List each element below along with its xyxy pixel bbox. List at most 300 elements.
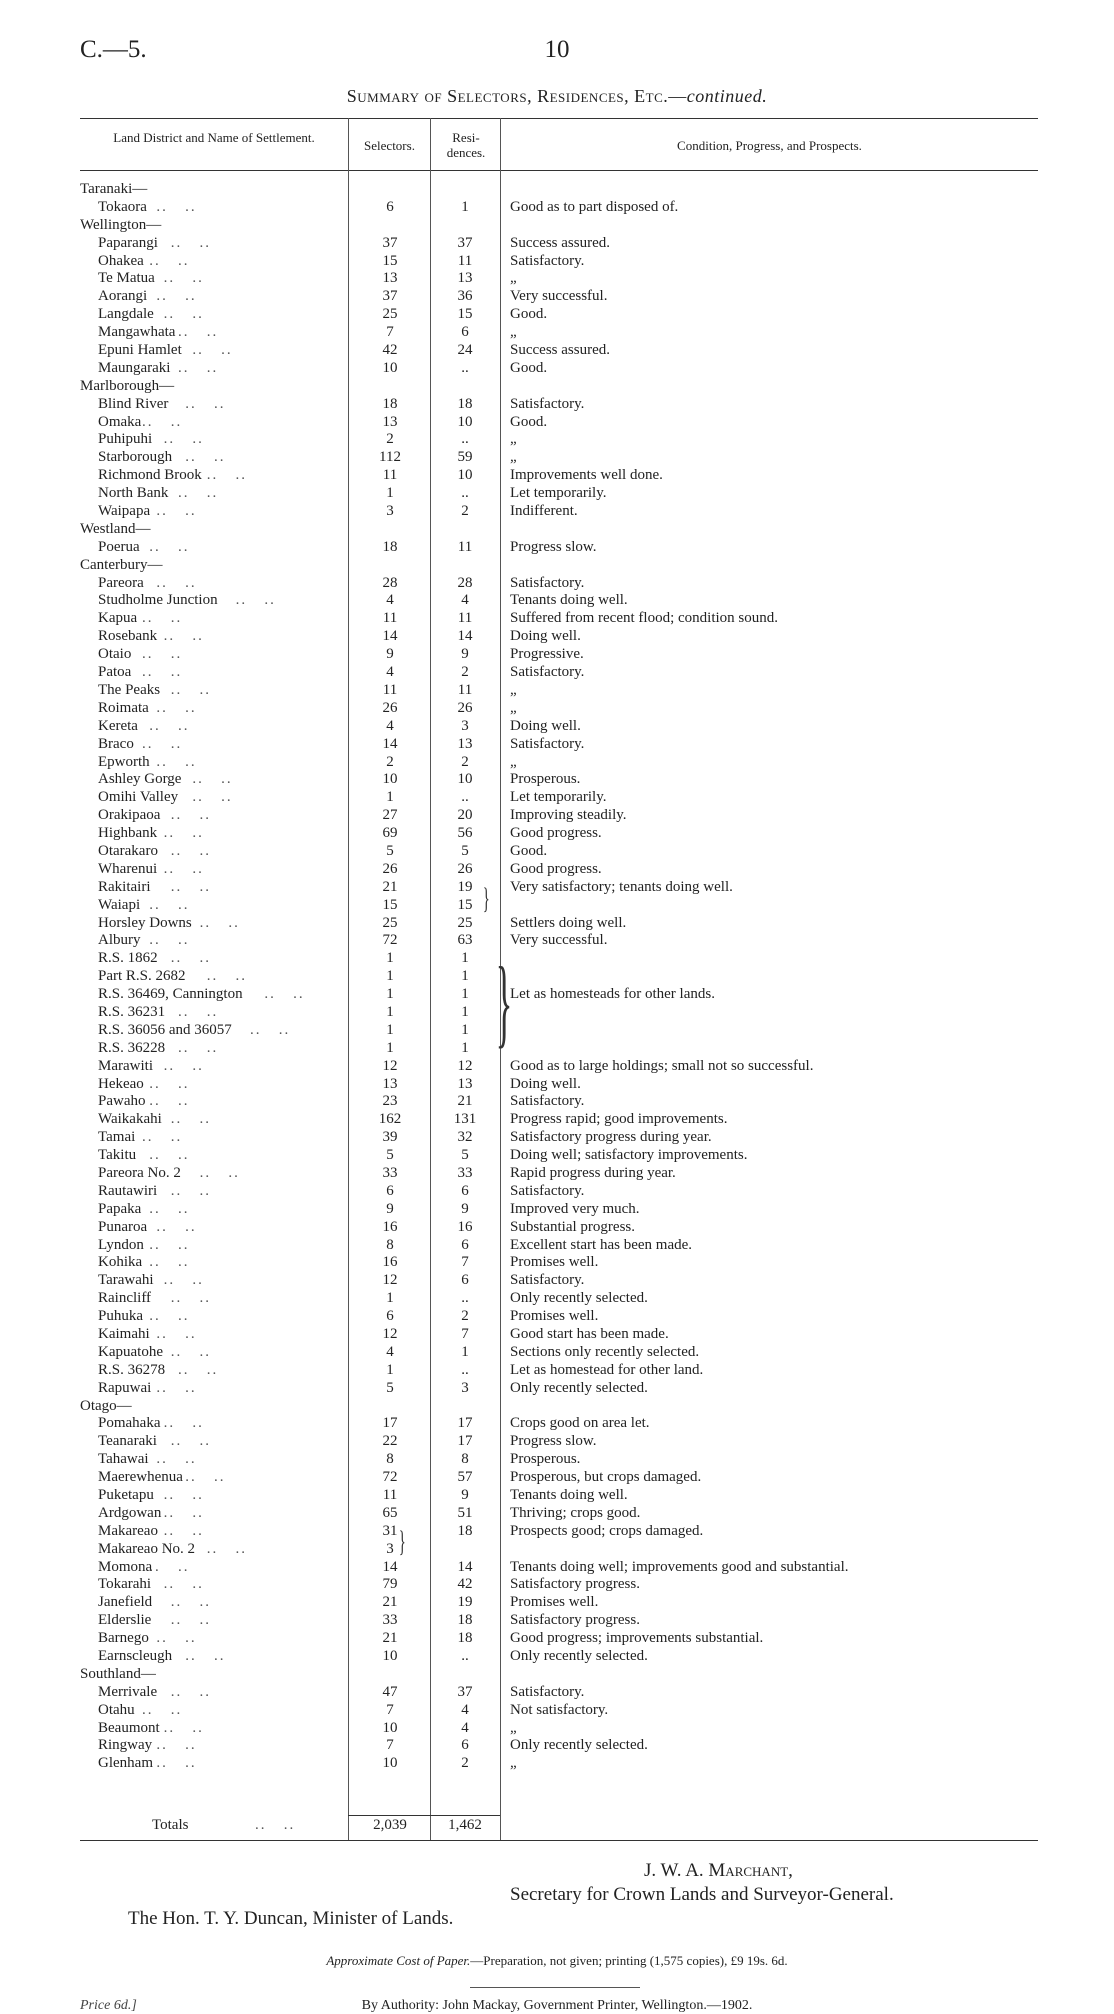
residences-cell: 1 [461, 198, 469, 215]
condition-cell: Tenants doing well. [510, 592, 628, 609]
leader-dots: .. .. [149, 538, 190, 555]
selectors-cell: 21 [382, 1594, 398, 1611]
leader-dots: .. .. [170, 681, 212, 698]
settlement-name: Earnscleugh [98, 1648, 173, 1665]
condition-cell: Progress slow. [510, 1433, 597, 1450]
table-row [0, 253, 1114, 271]
residences-cell: 11 [457, 681, 473, 698]
condition-cell: Good start has been made. [510, 1326, 669, 1342]
residences-cell: .. [461, 789, 469, 806]
district-row [0, 181, 1114, 199]
col-header-condition: Condition, Progress, and Prospects. [677, 138, 862, 153]
settlement-name: Tamai [98, 1129, 136, 1146]
leader-dots: .. .. [163, 1272, 204, 1289]
condition-cell: Prosperous. [510, 1451, 581, 1468]
table-row [0, 1415, 1114, 1433]
residences-cell: 7 [461, 1326, 469, 1342]
leader-dots: .. .. [149, 1200, 190, 1217]
leader-dots: .. .. [156, 198, 197, 215]
residences-cell: 24 [457, 342, 473, 359]
settlement-name: Studholme Junction [98, 592, 218, 609]
residences-cell: 18 [457, 395, 473, 412]
condition-cell: „ [510, 1719, 517, 1736]
settlement-name: R.S. 36231 [98, 1003, 166, 1020]
settlement-name: Poerua [98, 538, 140, 555]
selectors-cell: 10 [382, 1648, 398, 1665]
selectors-cell: 13 [382, 270, 398, 287]
residences-cell: 36 [457, 288, 473, 305]
table-row [0, 915, 1114, 933]
table-row [0, 503, 1114, 521]
selectors-cell: 21 [382, 878, 398, 895]
residences-cell: 6 [461, 1236, 469, 1253]
table-row [0, 1165, 1114, 1183]
residences-cell: 1 [461, 1039, 469, 1056]
condition-cell: Satisfactory. [510, 1093, 585, 1110]
selectors-cell: 47 [382, 1683, 398, 1700]
residences-cell: 19 [457, 1594, 473, 1611]
leader-dots: .. .. [149, 1254, 190, 1271]
selectors-cell: 10 [382, 771, 398, 788]
district-name: Taranaki— [80, 181, 148, 197]
price: Price 6d.] [80, 1998, 137, 2013]
condition-cell: Success assured. [510, 234, 610, 251]
table-bottom-rule [80, 1840, 1038, 1841]
condition-cell: Satisfactory progress during year. [510, 1129, 712, 1146]
settlement-name: Aorangi [98, 288, 148, 305]
residences-cell: 17 [457, 1433, 473, 1450]
residences-cell: 4 [461, 1701, 469, 1718]
leader-dots: .. .. [156, 1379, 197, 1396]
settlement-name: R.S. 1862 [98, 950, 158, 967]
condition-cell: Let temporarily. [510, 789, 607, 806]
leader-dots: .. .. [192, 771, 233, 788]
leader-dots: .. .. [163, 1576, 204, 1593]
selectors-cell: 79 [382, 1576, 398, 1593]
residences-cell: 1 [461, 1343, 469, 1360]
settlement-name: Pareora No. 2 [98, 1164, 181, 1181]
table-row [0, 1630, 1114, 1648]
table-row [0, 1344, 1114, 1362]
leader-dots: .. .. [163, 306, 204, 323]
condition-cell: Promises well. [510, 1308, 599, 1325]
table-row [0, 1362, 1114, 1380]
leader-dots: .. .. [149, 1093, 190, 1110]
table-row [0, 1290, 1114, 1308]
condition-cell: Good as to part disposed of. [510, 198, 679, 215]
residences-cell: 10 [457, 413, 473, 430]
selectors-cell: 6 [386, 198, 394, 215]
condition-cell: Very successful. [510, 288, 608, 305]
condition-cell: Good progress. [510, 825, 602, 842]
settlement-name: Horsley Downs [98, 914, 192, 931]
residences-cell: 11 [457, 610, 473, 627]
selectors-cell: 65 [382, 1504, 398, 1521]
table-row [0, 1022, 1114, 1040]
settlement-name: Kapuatohe [98, 1343, 163, 1360]
residences-cell: .. [461, 1361, 469, 1378]
leader-dots: .. .. [170, 1111, 212, 1128]
leader-dots: .. .. [170, 1433, 212, 1450]
settlement-name: Ohakea [98, 252, 144, 269]
selectors-cell: 4 [386, 1343, 394, 1360]
condition-cell: Satisfactory progress. [510, 1612, 640, 1629]
leader-dots: .. .. [178, 359, 219, 376]
selectors-cell: 42 [382, 342, 398, 359]
table-row [0, 1755, 1114, 1773]
selectors-cell: 7 [386, 324, 394, 341]
condition-cell: Improved very much. [510, 1200, 640, 1217]
residences-cell: 1 [461, 986, 469, 1003]
residences-cell: 8 [461, 1451, 469, 1468]
selectors-cell: 1 [386, 1021, 394, 1038]
settlement-name: Tarawahi [98, 1272, 154, 1289]
residences-cell: 6 [461, 1182, 469, 1199]
condition-cell: „ [510, 753, 517, 770]
condition-cell: Prospects good; crops damaged. [510, 1522, 704, 1539]
selectors-cell: 2 [386, 431, 394, 448]
leader-dots: .. .. [156, 1755, 197, 1772]
leader-dots: .. .. [206, 467, 248, 484]
table-row [0, 1201, 1114, 1219]
selectors-cell: 5 [386, 1147, 394, 1164]
table-top-rule [80, 118, 1038, 119]
selectors-cell: 72 [382, 1469, 398, 1486]
selectors-cell: 14 [382, 735, 398, 752]
settlement-name: Lyndon [98, 1236, 144, 1253]
settlement-name: Patoa [98, 664, 132, 681]
leader-dots: .. .. [156, 1218, 197, 1235]
totals-row [0, 1817, 1114, 1839]
residences-cell: 2 [461, 664, 469, 681]
selectors-cell: 3 [386, 503, 394, 520]
settlement-name: Makareao No. 2 [98, 1540, 196, 1557]
selectors-cell: 25 [382, 914, 398, 931]
condition-cell: Tenants doing well; improvements good and substantial. [510, 1558, 849, 1575]
table-row [0, 1720, 1114, 1738]
leader-dots: .. .. [156, 503, 197, 520]
selectors-cell: 28 [382, 574, 398, 591]
selectors-cell: 1 [386, 485, 394, 502]
selectors-cell: 22 [382, 1433, 398, 1450]
leader-dots: .. .. [178, 1039, 219, 1056]
table-row [0, 950, 1114, 968]
leader-dots: .. .. [163, 1415, 204, 1432]
condition-cell: Improvements well done. [510, 467, 663, 484]
settlement-name: Mangawhata [98, 324, 176, 341]
leader-dots: .. .. [170, 950, 212, 967]
leader-dots: .. .. [192, 342, 233, 359]
selectors-cell: 11 [382, 1487, 398, 1504]
settlement-name: Langdale [98, 306, 154, 323]
settlement-name: Blind River [98, 395, 169, 412]
settlement-name: R.S. 36469, Cannington [98, 986, 243, 1003]
settlement-name: Waipapa [98, 503, 151, 520]
residences-cell: 11 [457, 538, 473, 555]
settlement-name: Barnego [98, 1630, 149, 1647]
condition-cell: Promises well. [510, 1254, 599, 1271]
leader-dots: .. .. [149, 252, 190, 269]
residences-cell: 51 [457, 1504, 473, 1521]
table-row [0, 1594, 1114, 1612]
residences-cell: 18 [457, 1630, 473, 1647]
settlement-name: Highbank [98, 825, 158, 842]
settlement-name: Braco [98, 735, 134, 752]
table-row [0, 449, 1114, 467]
condition-cell: Satisfactory. [510, 1683, 585, 1700]
leader-dots: .. .. [199, 1164, 240, 1181]
table-row [0, 700, 1114, 718]
residences-cell: 131 [453, 1111, 477, 1128]
condition-cell: Progress slow. [510, 538, 597, 555]
leader-dots: .. .. [163, 628, 204, 645]
condition-cell: Indifferent. [510, 503, 578, 520]
district-row [0, 521, 1114, 539]
table-row [0, 1559, 1114, 1577]
settlement-name: Starborough [98, 449, 173, 466]
selectors-cell: 37 [382, 288, 398, 305]
selectors-cell: 16 [382, 1254, 398, 1271]
condition-cell: „ [510, 699, 517, 716]
leader-dots: .. .. [156, 1326, 197, 1342]
table-row [0, 575, 1114, 593]
title-main: Summary of Selectors, Residences, Etc.— [346, 86, 687, 106]
leader-dots: .. .. [163, 1719, 204, 1736]
settlement-name: Orakipaoa [98, 807, 161, 824]
table-row [0, 843, 1114, 861]
residences-cell: .. [461, 1290, 469, 1307]
table-row [0, 646, 1114, 664]
table-row [0, 1076, 1114, 1094]
leader-dots: .. .. [264, 986, 305, 1003]
settlement-name: Part R.S. 2682 [98, 968, 186, 985]
leader-dots: .. .. [142, 1701, 183, 1718]
residences-cell: .. [461, 359, 469, 376]
residences-cell: 2 [461, 503, 469, 520]
leader-dots: .. .. [170, 1290, 212, 1307]
residences-cell: 10 [457, 771, 473, 788]
residences-cell: 59 [457, 449, 473, 466]
condition-cell: Satisfactory. [510, 735, 585, 752]
residences-cell: 9 [461, 1487, 469, 1504]
selectors-cell: 4 [386, 592, 394, 609]
residences-cell: 4 [461, 592, 469, 609]
district-name: Westland— [80, 520, 151, 537]
selectors-cell: 14 [382, 1558, 398, 1575]
residences-cell: 6 [461, 1737, 469, 1754]
settlement-name: Glenham [98, 1755, 153, 1772]
residences-cell: 4 [461, 1719, 469, 1736]
selectors-cell: 13 [382, 1075, 398, 1092]
table-row [0, 1272, 1114, 1290]
brace-rakitairi: } [482, 882, 490, 915]
selectors-cell: 4 [386, 664, 394, 681]
table-row [0, 664, 1114, 682]
residences-cell: 1 [461, 1003, 469, 1020]
leader-dots: .. .. [149, 1558, 190, 1575]
leader-dots: .. .. [156, 1737, 197, 1754]
settlement-name: Omaka [98, 413, 142, 430]
condition-cell: „ [510, 1755, 517, 1772]
condition-cell: Good progress. [510, 860, 602, 877]
settlement-name: Elderslie [98, 1612, 152, 1629]
totals-residences: 1,462 [448, 1817, 482, 1833]
leader-dots: .. .. [156, 1451, 197, 1468]
settlement-name: Puhuka [98, 1308, 143, 1325]
residences-cell: 5 [461, 1147, 469, 1164]
table-row [0, 1040, 1114, 1058]
selectors-cell: 17 [382, 1415, 398, 1432]
settlement-name: Ashley Gorge [98, 771, 182, 788]
leader-dots: .. .. [142, 413, 183, 430]
residences-cell: 1 [461, 1021, 469, 1038]
district-row [0, 217, 1114, 235]
settlement-name: Omihi Valley [98, 789, 179, 806]
brace-makareao: } [398, 1525, 406, 1558]
selectors-cell: 1 [386, 1361, 394, 1378]
table-row [0, 932, 1114, 950]
cost-text: —Preparation, not given; printing (1,575 copies), £9 19s. 6d. [470, 1953, 788, 1968]
settlement-name: Marawiti [98, 1057, 153, 1074]
district-row [0, 1666, 1114, 1684]
residences-cell: .. [461, 1648, 469, 1665]
settlement-name: Takitu [98, 1147, 137, 1164]
leader-dots: .. .. [149, 1147, 190, 1164]
title-italic: continued. [686, 86, 768, 106]
leader-dots: .. .. [163, 1504, 204, 1521]
leader-dots: .. .. [199, 914, 240, 931]
selectors-cell: 10 [382, 359, 398, 376]
condition-cell: Doing well. [510, 628, 581, 645]
table-row [0, 235, 1114, 253]
table-row [0, 1684, 1114, 1702]
condition-cell: Prosperous. [510, 771, 581, 788]
condition-cell: Satisfactory. [510, 664, 585, 681]
table-row [0, 1576, 1114, 1594]
selectors-cell: 1 [386, 789, 394, 806]
condition-cell: Only recently selected. [510, 1379, 648, 1396]
settlement-name: Hekeao [98, 1075, 144, 1092]
settlement-name: Otahu [98, 1701, 135, 1718]
leader-dots: .. .. [156, 753, 197, 770]
selectors-cell: 23 [382, 1093, 398, 1110]
residences-cell: 5 [461, 842, 469, 859]
table-row [0, 324, 1114, 342]
residences-cell: 32 [457, 1129, 473, 1146]
settlement-name: The Peaks [98, 681, 161, 698]
selectors-cell: 10 [382, 1719, 398, 1736]
leader-dots: .. .. [185, 395, 226, 412]
table-row [0, 431, 1114, 449]
residences-cell: 2 [461, 753, 469, 770]
cost-note [0, 1953, 1114, 1969]
table-row [0, 270, 1114, 288]
leader-dots: .. .. [170, 1683, 212, 1700]
district-name: Southland— [80, 1665, 156, 1682]
addressee: The Hon. T. Y. Duncan, Minister of Lands. [128, 1908, 454, 1929]
district-row [0, 557, 1114, 575]
leader-dots: .. .. [163, 431, 204, 448]
settlement-name: Kapua [98, 610, 138, 627]
table-row [0, 1737, 1114, 1755]
selectors-cell: 33 [382, 1164, 398, 1181]
condition-cell: „ [510, 324, 517, 341]
leader-dots: .. .. [185, 1648, 226, 1665]
residences-cell: 37 [457, 234, 473, 251]
selectors-cell: 112 [379, 449, 401, 466]
table-row [0, 610, 1114, 628]
totals-dots: .. .. [255, 1817, 296, 1833]
leader-dots: .. .. [142, 646, 183, 663]
condition-cell: Thriving; crops good. [510, 1504, 641, 1521]
district-name: Marlborough— [80, 377, 175, 394]
header-ref: C.—5. [80, 36, 147, 63]
table-row [0, 807, 1114, 825]
table-row [0, 1058, 1114, 1076]
condition-cell: Doing well. [510, 1075, 581, 1092]
footer-rule [470, 1987, 640, 1988]
leader-dots: .. .. [149, 1308, 190, 1325]
leader-dots: .. .. [178, 485, 219, 502]
residences-cell: 28 [457, 574, 473, 591]
selectors-cell: 33 [382, 1612, 398, 1629]
leader-dots: .. .. [149, 896, 190, 913]
residences-cell: 18 [457, 1522, 473, 1539]
settlement-name: Epworth [98, 753, 150, 770]
settlement-name: Pomahaka [98, 1415, 161, 1432]
table-row [0, 1004, 1114, 1022]
printer-authority: By Authority: John Mackay, Government Printer, Wellington.—1902. [361, 1998, 753, 2013]
selectors-cell: 69 [382, 825, 398, 842]
settlement-name: Janefield [98, 1594, 153, 1611]
leader-dots: .. .. [156, 1630, 197, 1647]
leader-dots: .. .. [178, 1003, 219, 1020]
selectors-cell: 2 [386, 753, 394, 770]
residences-cell: 1 [461, 968, 469, 985]
settlement-name: Otaio [98, 646, 132, 663]
leader-dots: .. .. [235, 592, 276, 609]
selectors-cell: 7 [386, 1701, 394, 1718]
condition-cell: „ [510, 449, 517, 466]
leader-dots: .. .. [142, 1129, 183, 1146]
leader-dots: .. .. [250, 1021, 291, 1038]
leader-dots: .. .. [178, 324, 219, 341]
condition-cell: Very satisfactory; tenants doing well. [510, 878, 733, 895]
condition-cell: Only recently selected. [510, 1648, 648, 1665]
condition-cell: Substantial progress. [510, 1218, 635, 1235]
selectors-cell: 12 [382, 1326, 398, 1342]
condition-cell: Good. [510, 359, 548, 376]
residences-cell: 63 [457, 932, 473, 949]
settlement-name: Kereta [98, 717, 138, 734]
leader-dots: .. .. [163, 1522, 204, 1539]
condition-cell: Only recently selected. [510, 1290, 648, 1307]
condition-cell: „ [510, 431, 517, 448]
residences-cell: 17 [457, 1415, 473, 1432]
settlement-name: Ardgowan [98, 1504, 162, 1521]
table-row [0, 306, 1114, 324]
leader-dots: .. .. [149, 1075, 190, 1092]
leader-dots: .. .. [163, 825, 204, 842]
leader-dots: .. .. [170, 234, 212, 251]
settlement-name: Rapuwai [98, 1379, 152, 1396]
table-row [0, 592, 1114, 610]
settlement-name: Raincliff [98, 1290, 152, 1307]
leader-dots: .. .. [170, 1343, 212, 1360]
district-name: Canterbury— [80, 556, 163, 573]
settlement-name: Wharenui [98, 860, 158, 877]
table-row [0, 485, 1114, 503]
